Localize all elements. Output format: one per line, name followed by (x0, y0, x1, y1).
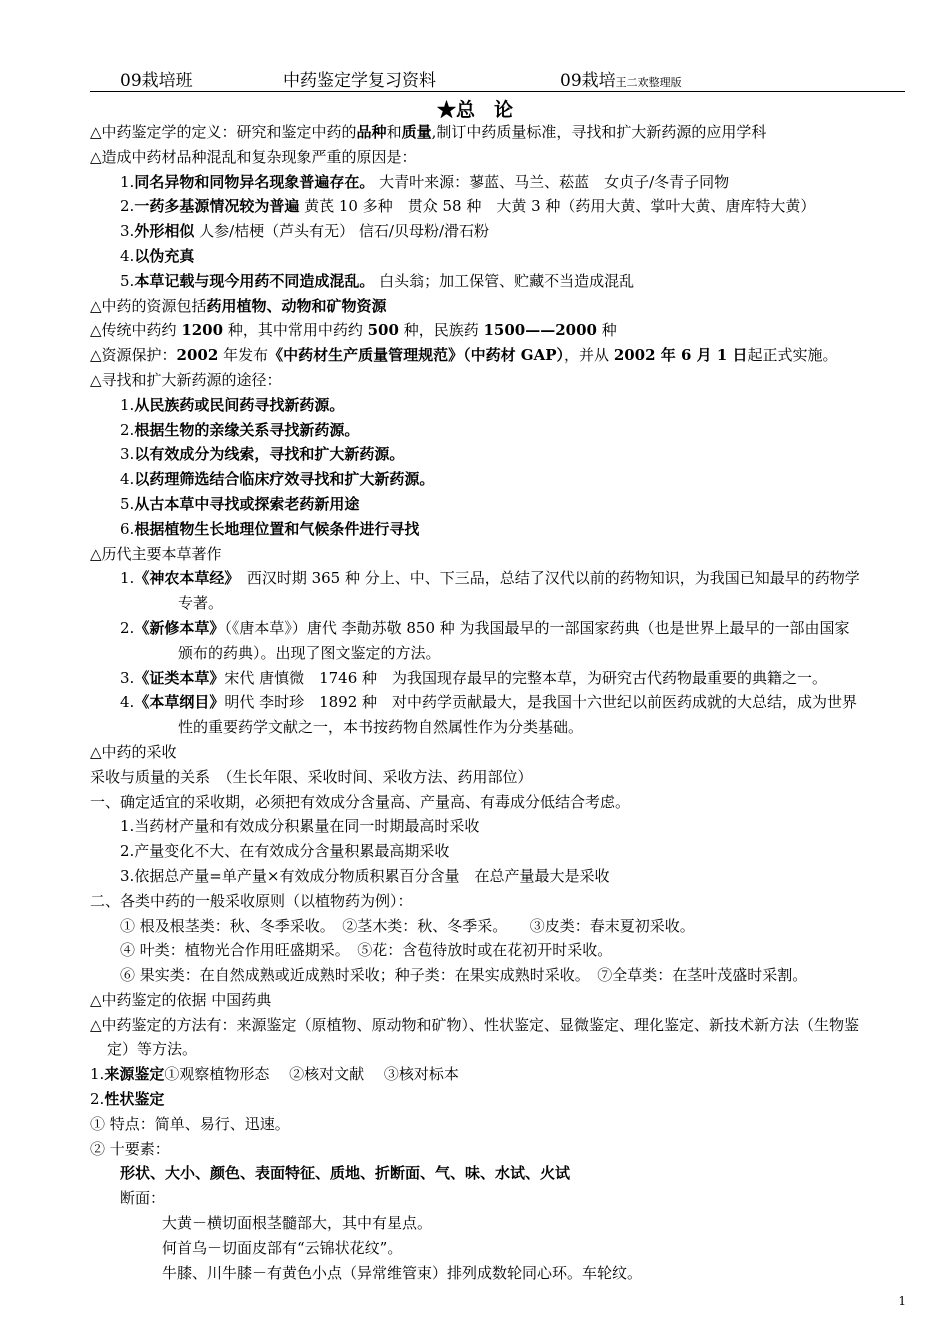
text-span: ④ 叶类：植物光合作用旺盛期采。 ⑤花：含苞待放时或在花初开时采收。 (120, 941, 613, 960)
text-span: △中药鉴定的方法有：来源鉴定（原植物、原动物和矿物）、性状鉴定、显微鉴定、理化鉴定、新技术新方法（生物鉴 (90, 1015, 860, 1034)
text-line (90, 591, 906, 616)
text-line (90, 393, 906, 418)
text-span: 4. (120, 246, 135, 265)
bold-text: 《新修本草》 (134, 618, 225, 637)
text-line (90, 740, 906, 765)
text-line (90, 814, 906, 839)
text-span: 2.产量变化不大、在有效成分含量积累最高期采收 (120, 842, 450, 861)
text-span: 3. (120, 222, 135, 241)
bold-text: 2002 年 6 月 1 日 (613, 346, 748, 365)
text-span: △中药鉴定学的定义：研究和鉴定中药的 (90, 123, 357, 141)
text-span: （《唐本草》）唐代 李勣苏敬 850 种 为我国最早的一部国家药典（也是世界上最早的一部由国家 (224, 618, 850, 637)
text-line (90, 368, 906, 393)
bold-text: 1500——2000 (483, 321, 597, 340)
text-span: 种，民族药 (398, 321, 484, 340)
text-span: △中药的资源包括 (90, 296, 207, 315)
text-span: 定）等方法。 (107, 1040, 198, 1059)
text-line (90, 938, 906, 963)
text-span: 3. (120, 445, 135, 464)
text-span: 宋代 唐慎微 1746 种 为我国现存最早的完整本草，为研究古代药物最重要的典籍之一。 (224, 668, 828, 687)
text-line (90, 244, 906, 269)
text-line (90, 294, 906, 319)
text-span: ② 十要素： (90, 1139, 170, 1158)
text-line (90, 517, 906, 542)
text-span: 黄芪 10 多种 贯众 58 种 大黄 3 种（药用大黄、掌叶大黄、唐库特大黄） (299, 197, 816, 216)
text-span: 断面： (120, 1189, 166, 1208)
bold-text: 《神农本草经》 (134, 569, 232, 588)
text-span: 2. (120, 420, 135, 439)
text-line (90, 914, 906, 939)
text-line (90, 269, 906, 294)
header-author-main: 09栽培 (560, 71, 616, 91)
bold-text: 以药理筛选结合临床疗效寻找和扩大新药源。 (134, 470, 435, 489)
page-number: 1 (898, 1294, 906, 1308)
text-line (90, 1037, 906, 1062)
text-line (90, 889, 906, 914)
bold-text: 来源鉴定 (104, 1065, 165, 1084)
bold-text: 根据植物生长地理位置和气候条件进行寻找 (134, 519, 420, 538)
text-line (90, 715, 906, 740)
text-span: 1. (90, 1065, 105, 1084)
text-line (90, 1087, 906, 1112)
text-span: ① 特点：简单、易行、迅速。 (90, 1114, 290, 1133)
text-line (90, 1137, 906, 1162)
bold-text: 性状鉴定 (104, 1090, 165, 1109)
text-span: 种 (596, 321, 617, 340)
section-title: ★总 论 (436, 99, 513, 121)
text-span: 明代 李时珍 1892 种 对中药学贡献最大，是我国十六世纪以前医药成就的大总结，成为世界 (224, 693, 858, 712)
text-span: 4. (120, 470, 135, 489)
text-span: △资源保护： (90, 346, 177, 365)
bold-text: 药用植物、动物和矿物资源 (206, 296, 387, 315)
text-span: 3.依据总产量=单产量×有效成分物质积累百分含量 在总产量最大是采收 (120, 866, 610, 885)
text-span: △中药的采收 (90, 742, 177, 761)
text-span: 大青叶来源：蓼蓝、马兰、菘蓝 女贞子/冬青子同物 (374, 172, 730, 191)
text-span: 1. (120, 569, 135, 588)
text-line (90, 1062, 906, 1087)
text-span: 一、确定适宜的采收期，必须把有效成分含量高、产量高、有毒成分低结合考虑。 (90, 792, 631, 811)
text-span: 专著。 (178, 594, 224, 613)
text-span: 5. (120, 271, 135, 290)
text-span: 大黄－横切面根茎髓部大，其中有星点。 (162, 1214, 433, 1233)
bold-text: 品种 (356, 123, 387, 141)
text-span: 人参/桔梗（芦头有无） 信石/贝母粉/滑石粉 (194, 222, 490, 241)
text-span: 二、各类中药的一般采收原则（以植物药为例）： (90, 891, 413, 910)
bold-text: 同名异物和同物异名现象普遍存在。 (134, 172, 375, 191)
text-span: 白头翁；加工保管、贮藏不当造成混乱 (374, 271, 635, 290)
document-body (90, 120, 906, 1285)
text-span: 性的重要药学文献之一，本书按药物自然属性作为分类基础。 (178, 718, 584, 737)
bold-text: 《本草纲目》 (134, 693, 225, 712)
bold-text: 以有效成分为线索，寻找和扩大新药源。 (134, 445, 405, 464)
text-span: ⑥ 果实类：在自然成熟或近成熟时采收；种子类：在果实成熟时采收。 ⑦全草类：在茎叶茂盛时采割。 (120, 966, 808, 985)
text-line (90, 1261, 906, 1286)
text-span: 颁布的药典）。出现了图文鉴定的方法。 (178, 643, 441, 662)
text-line (90, 120, 906, 145)
bold-text: 《证类本草》 (134, 668, 225, 687)
text-line (90, 1211, 906, 1236)
text-line (90, 864, 906, 889)
text-span: 采收与质量的关系 （生长年限、采收时间、采收方法、药用部位） (90, 767, 533, 786)
text-span: △历代主要本草著作 (90, 544, 222, 563)
text-line (90, 1161, 906, 1186)
text-line (90, 765, 906, 790)
bold-text: 外形相似 (134, 222, 195, 241)
text-line (90, 170, 906, 195)
text-line (90, 542, 906, 567)
text-span: 起正式实施。 (747, 346, 838, 365)
text-span: 西汉时期 365 种 分上、中、下三品，总结了汉代以前的药物知识，为我国已知最早的药物学 (231, 569, 860, 588)
text-line (90, 1236, 906, 1261)
text-span: △造成中药材品种混乱和复杂现象严重的原因是： (90, 147, 417, 166)
text-line (90, 343, 906, 368)
text-line (90, 418, 906, 443)
text-span: ,制订中药质量标准，寻找和扩大新药源的应用学科 (431, 123, 767, 141)
header-author (560, 66, 682, 90)
text-line (90, 988, 906, 1013)
text-line (90, 145, 906, 170)
text-line (90, 566, 906, 591)
header-class: 09栽培班 (120, 71, 193, 91)
bold-text: 《中药材生产质量管理规范》（中药材 GAP） (268, 346, 565, 365)
header-title: 中药鉴定学复习资料 (283, 71, 436, 91)
text-span: ①观察植物形态 ②核对文献 ③核对标本 (164, 1065, 459, 1084)
text-line (90, 839, 906, 864)
text-span: 1. (120, 172, 135, 191)
text-span: △中药鉴定的依据 中国药典 (90, 990, 272, 1009)
text-span: 1. (120, 395, 135, 414)
text-span: 牛膝、川牛膝－有黄色小点（异常维管束）排列成数轮同心环。车轮纹。 (162, 1263, 643, 1282)
text-span: 1.当药材产量和有效成分积累量在同一时期最高时采收 (120, 817, 480, 836)
bold-text: 从古本草中寻找或探索老药新用途 (134, 494, 360, 513)
bold-text: 一药多基源情况较为普遍 (134, 197, 300, 216)
text-span: 5. (120, 494, 135, 513)
text-line (90, 467, 906, 492)
bold-text: 以伪充真 (134, 246, 195, 265)
bold-text: 形状、大小、颜色、表面特征、质地、折断面、气、味、水试、火试 (120, 1164, 571, 1183)
text-span: 6. (120, 519, 135, 538)
bold-text: 2002 (176, 346, 219, 365)
text-line (90, 492, 906, 517)
text-span: ，并从 (564, 346, 614, 365)
bold-text: 从民族药或民间药寻找新药源。 (134, 395, 345, 414)
text-span: 2. (90, 1090, 105, 1109)
text-line (90, 790, 906, 815)
text-line (90, 616, 906, 641)
text-line (90, 1186, 906, 1211)
text-line (90, 318, 906, 343)
text-span: △寻找和扩大新药源的途径： (90, 370, 282, 389)
text-span: △传统中药约 (90, 321, 182, 340)
bold-text: 1200 (181, 321, 224, 340)
text-span: ① 根及根茎类：秋、冬季采收。 ②茎木类：秋、冬季采。 ③皮类：春末夏初采收。 (120, 916, 695, 935)
header-author-note: 王二欢整理版 (615, 76, 682, 89)
header-rule (90, 91, 905, 92)
text-span: 何首乌－切面皮部有“云锦状花纹”。 (162, 1238, 403, 1257)
text-line (90, 666, 906, 691)
text-line (90, 641, 906, 666)
bold-text: 质量 (401, 123, 432, 141)
text-span: 年发布 (218, 346, 269, 365)
text-span: 3. (120, 668, 135, 687)
bold-text: 500 (367, 321, 399, 340)
text-line (90, 963, 906, 988)
bold-text: 根据生物的亲缘关系寻找新药源。 (134, 420, 360, 439)
text-span: 4. (120, 693, 135, 712)
text-span: 和 (386, 123, 402, 141)
text-span: 2. (120, 197, 135, 216)
text-line (90, 194, 906, 219)
text-span: 种，其中常用中药约 (223, 321, 368, 340)
text-span: 2. (120, 618, 135, 637)
text-line (90, 1112, 906, 1137)
text-line (90, 219, 906, 244)
text-line (90, 690, 906, 715)
text-line (90, 442, 906, 467)
bold-text: 本草记载与现今用药不同造成混乱。 (134, 271, 375, 290)
text-line (90, 1013, 906, 1038)
